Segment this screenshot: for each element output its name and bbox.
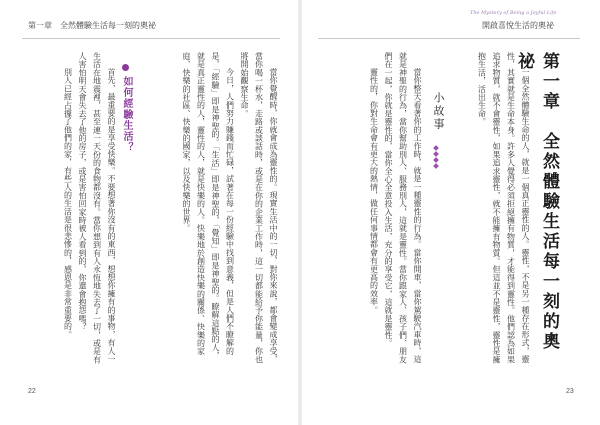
- diamond-icon: [433, 157, 439, 163]
- story-label: 小故事: [432, 92, 445, 131]
- body-paragraph: 首先，最重要的是享受快樂。不要想著你沒有的東西，想想你擁有的事物，有人一生活在地震裡，甚至連一天份的食物都沒有。當你想到有人永恆地失去了一切，或是有人害怕明天會失去了他的房子，或是害怕回家時被人看到的，你還會抱怨嗎？: [78, 52, 116, 364]
- section-bullet-icon: [122, 64, 129, 71]
- section-body-text: [22, 52, 118, 367]
- body-paragraph: 別人已經占據了他們的家，有些人的生活是很悲慘的，感恩是非常重要的。: [63, 68, 73, 339]
- book-gutter: [298, 0, 302, 425]
- diamond-icon: [433, 145, 439, 151]
- left-page-header: 第一章 全然體驗生活每一刻的奧祕: [28, 21, 156, 30]
- left-header-rule: [22, 38, 280, 39]
- right-page-number: 23: [566, 388, 574, 395]
- body-paragraph: 當你覺醒時，你就會成為靈性的。現實生活中的一切，對你來說，都會變成享受，當你喝一杯水，走路或談話時，或是在你的企業工作時，這一切都能給予你能量，你也將開始觀察生命。: [240, 52, 278, 364]
- chapter-title: 第一章 全然體驗生活每一刻的奧祕: [514, 52, 559, 352]
- left-page-number: 22: [28, 388, 36, 395]
- diamond-icon: [433, 151, 439, 157]
- right-page-header: 開啟喜悅生活的奧祕: [482, 21, 554, 30]
- section-heading: 如何經驗生活？: [121, 76, 132, 153]
- intro-text: [452, 52, 532, 367]
- left-body-text: [150, 52, 280, 367]
- body-paragraph: 今日，人們努力賺錢而忙碌，試著在每一份經驗中找到意義，但是人們不瞭解的是，「經驗」即是神聖的。「生活」即是神聖的，「覺知」即是神聖的。瞭解這點的人，就是真正靈性的人，靈性的人，就是快樂的人。快樂地於創造快樂的關係、快樂的家庭、快樂的社區、快樂的國家，以及快樂的世界。: [182, 52, 235, 360]
- body-paragraph: 一個全然體驗生命的人，就是一個真正靈性的人。靈性，不是另一種存在形式，靈性，其實就是生命本身。許多人覺得必須拒絕擁有物質，才能得到靈性。他們認為如果追求物質，就不會靈性，如果追求靈性，就不能擁有物質。但這並不是靈性，靈性是擁抱生活，活出生命。: [477, 52, 530, 364]
- body-paragraph: 靈性的，你對生命會有更大的熱情，做任何事情都會有更高的效率。: [369, 68, 379, 314]
- right-header-rule: [318, 38, 580, 39]
- story-body-text: [318, 52, 424, 367]
- body-paragraph: 當你整天看著你的工作時，就是一種靈性的行為。當你開車，當你駕駛汽車時，這就是神聖的行為，當你幫助別人、服務別人，這就是靈性。當你跟家人、孩子們、朋友們在一起，你就是靈性的，當你全心全意投入生活，充分的享受它，這就是靈性。: [384, 52, 422, 364]
- diamond-icon: [433, 163, 439, 169]
- story-ornament: [434, 146, 438, 168]
- right-page-header-english: The Mystery of Being a Joyful Life: [470, 10, 557, 16]
